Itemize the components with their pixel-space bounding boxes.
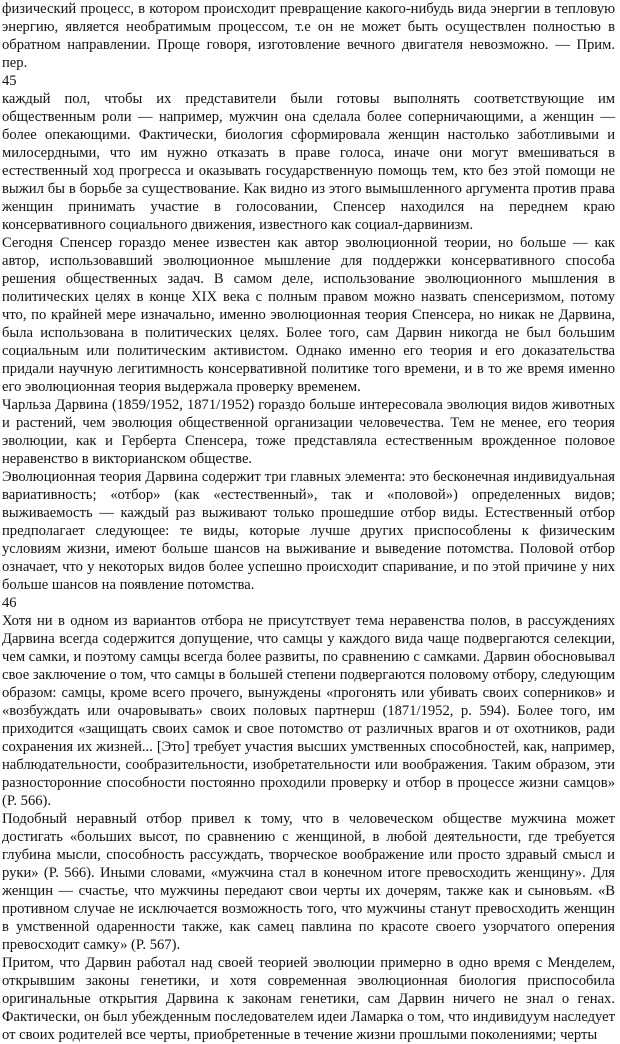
paragraph: Чарльза Дарвина (1859/1952, 1871/1952) гораздо больше интересовала эволюция видов животных и растений, чем эволюция общественной организации человечества. Тем не менее, его теория эволюции, как и Герберта Спенсера, тоже представляла естественным врожденное половое неравенство в викторианском обществе.	[2, 397, 615, 467]
document-page	[2, 0, 615, 1043]
paragraph: каждый пол, чтобы их представители были готовы выполнять соответствующие им общественным роли — например, мужчин она сделала более соперничающими, а женщин — более опекающими. Фактически, биология сформировала женщин настолько заботливыми и милосердными, что им нужно отказать в праве голоса, иначе они могут вмешиваться в естественный ход прогресса и оказывать государственную помощь тем, кто без этой помощи не выжил бы в борьбе за существование. Как видно из этого вымышленного аргумента против права женщин принимать участие в голосовании, Спенсер находился на переднем краю консервативного социального движения, известного как социал-дарвинизм.	[2, 91, 615, 233]
paragraph: Подобный неравный отбор привел к тому, что в человеческом обществе мужчина может достигать «больших высот, по сравнению с женщиной, в любой деятельности, где требуется глубина мысли, способность рассуждать, творческое воображение или просто здравый смысл и руки» (P. 566). Иными словами, «мужчина стал в конечном итоге превосходить женщину». Для женщин — счастье, что мужчины передают свои черты их дочерям, также как и сыновьям. «В противном случае не исключается возможность того, что мужчины станут превосходить женщин в умственной одаренности также, как самец павлина по красоте своего узорчатого оперения превосходит самку» (P. 567).	[2, 811, 615, 953]
paragraph: физический процесс, в котором происходит превращение какого-нибудь вида энергии в тепловую энергию, является необратимым процессом, т.е он не может быть осуществлен полностью в обратном направлении. Проще говоря, изготовление вечного двигателя невозможно. — Прим. пер.	[2, 1, 615, 71]
page-number: 45	[2, 73, 17, 89]
paragraph: Хотя ни в одном из вариантов отбора не присутствует тема неравенства полов, в рассуждениях Дарвина всегда содержится допущение, что самцы у каждого вида чаще подвергаются селекции, чем самки, и поэтому самцы всегда более развиты, по сравнению с самками. Дарвин обосновывал свое заключение о том, что самцы в большей степени подвергаются половому отбору, следующим образом: самцы, кроме всего прочего, вынуждены «прогонять или убивать своих соперников» и «возбуждать или очаровывать» своих половых партнерш (1871/1952, p. 594). Более того, им приходится «защищать своих самок и свое потомство от различных врагов и от охотников, ради сохранения их жизней... [Это] требует участия высших умственных способностей, как, например, наблюдательности, сообразительности, изобретательности или воображения. Таким образом, эти разносторонние способности постоянно проходили проверку и отбор в процессе жизни самцов» (P. 566).	[2, 613, 615, 809]
paragraph: Сегодня Спенсер гораздо менее известен как автор эволюционной теории, но больше — как автор, использовавший эволюционное мышление для поддержки консервативного способа решения общественных задач. В самом деле, использование эволюционного мышления в политических целях в конце XIX века с полным правом можно назвать спенсеризмом, потому что, по крайней мере изначально, именно эволюционная теория Спенсера, но никак не Дарвина, была использована в политических целях. Более того, сам Дарвин никогда не был большим социальным или политическим активистом. Однако именно его теория и его доказательства придали научную легитимность консервативной политике того времени, и в то же время именно его эволюционная теория выдержала проверку временем.	[2, 235, 615, 395]
paragraph: Эволюционная теория Дарвина содержит три главных элемента: это бесконечная индивидуальная вариативность; «отбор» (как «естественный», так и «половой») определенных видов; выживаемость — каждый раз выживают только прошедшие отбор виды. Естественный отбор предполагает следующее: те виды, которые лучше других приспособлены к физическим условиям жизни, имеют больше шансов на выживание и выведение потомства. Половой отбор означает, что у некоторых видов более успешно происходит спаривание, и по этой причине у них больше шансов на появление потомства.	[2, 469, 615, 593]
page-number: 46	[2, 595, 17, 611]
paragraph: Притом, что Дарвин работал над своей теорией эволюции примерно в одно время с Менделем, открывшим законы генетики, и хотя современная эволюционная биология приспособила оригинальные открытия Дарвина к законам генетики, сам Дарвин ничего не знал о генах. Фактически, он был убежденным последователем идеи Ламарка о том, что индивидуум наследует от своих родителей все черты, приобретенные в течение жизни прошлыми поколениями; черты	[2, 955, 615, 1043]
